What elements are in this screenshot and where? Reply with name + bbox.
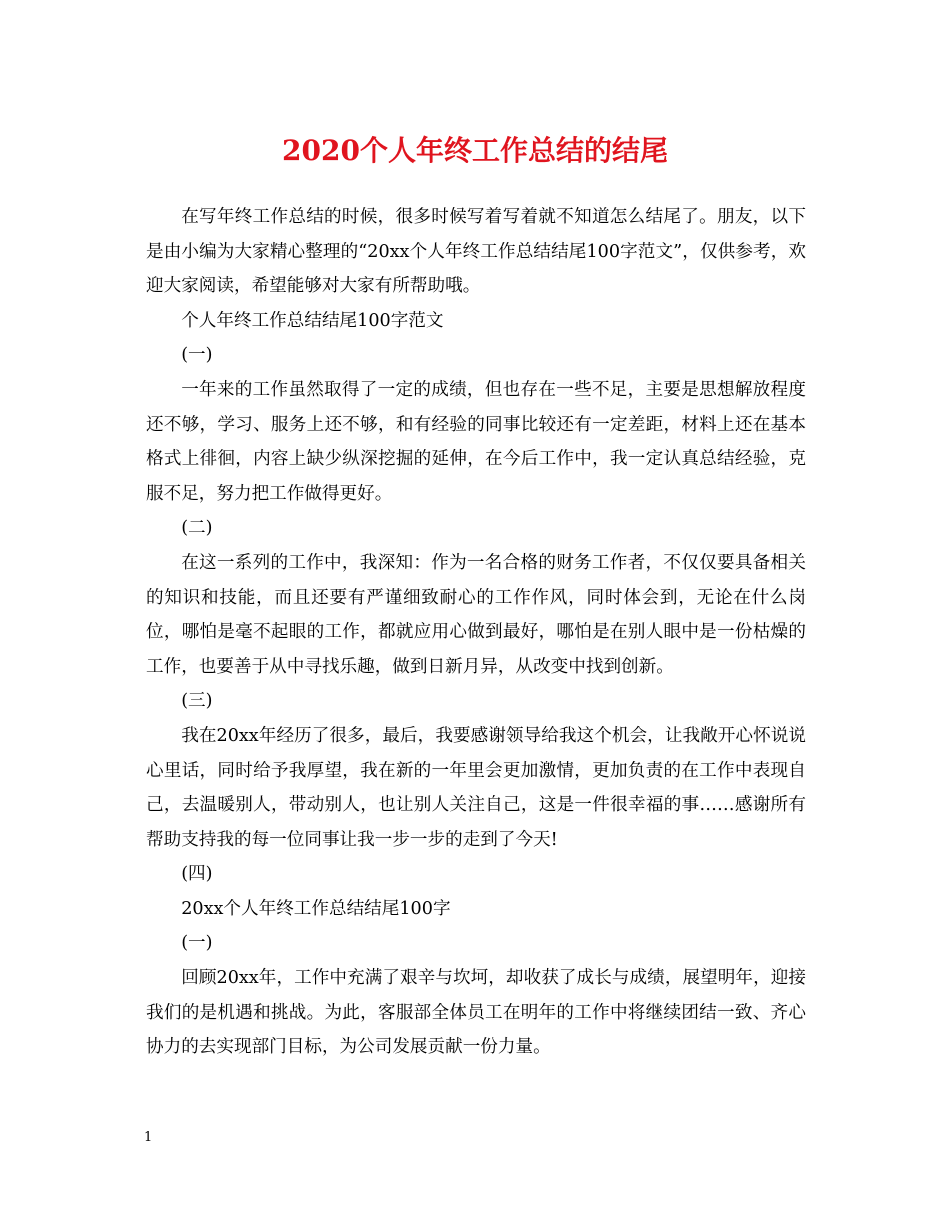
item-marker-one: (一) xyxy=(181,345,213,366)
item-marker-four: (四) xyxy=(181,864,213,885)
paragraph-item-two: 在这一系列的工作中，我深知：作为一名合格的财务工作者，不仅仅要具备相关的知识和技能，而且还要有严谨细致耐心的工作作风，同时体会到，无论在什么岗位，哪怕是毫不起眼的工作，都就应用心做到最好，哪怕是在别人眼中是一份枯燥的工作，也要善于从中寻找乐趣，做到日新月异，从改变中找到创新。 xyxy=(146,552,806,677)
paragraph-review-20xx: 回顾20xx年，工作中充满了艰辛与坎坷，却收获了成长与成绩，展望明年，迎接我们的是机遇和挑战。为此，客服部全体员工在明年的工作中将继续团结一致、齐心协力的去实现部门目标，为公司发展贡献一份力量。 xyxy=(146,968,806,1058)
document-title: 2020个人年终工作总结的结尾 xyxy=(282,134,668,167)
section-heading-100-word-samples: 个人年终工作总结结尾100字范文 xyxy=(181,310,444,331)
page-number: 1 xyxy=(144,1130,153,1145)
item-marker-one-second: (一) xyxy=(181,933,213,954)
paragraph-item-one: 一年来的工作虽然取得了一定的成绩，但也存在一些不足，主要是思想解放程度还不够，学习、服务上还不够，和有经验的同事比较还有一定差距，材料上还在基本格式上徘徊，内容上缺少纵深挖掘的延伸，在今后工作中，我一定认真总结经验，克服不足，努力把工作做得更好。 xyxy=(146,379,806,504)
item-marker-two: (二) xyxy=(181,518,213,539)
item-marker-three: (三) xyxy=(181,691,213,712)
section-heading-20xx-summary: 20xx个人年终工作总结结尾100字 xyxy=(181,898,451,919)
document-body xyxy=(146,200,806,1065)
paragraph-item-three: 我在20xx年经历了很多，最后，我要感谢领导给我这个机会，让我敞开心怀说说心里话，同时给予我厚望，我在新的一年里会更加激情，更加负责的在工作中表现自己，去温暖别人，带动别人，也让别人关注自己，这是一件很幸福的事……感谢所有帮助支持我的每一位同事让我一步一步的走到了今天! xyxy=(146,725,806,850)
intro-paragraph: 在写年终工作总结的时候，很多时候写着写着就不知道怎么结尾了。朋友，以下是由小编为大家精心整理的“20xx个人年终工作总结结尾100字范文”，仅供参考，欢迎大家阅读，希望能够对大家有所帮助哦。 xyxy=(146,207,806,297)
